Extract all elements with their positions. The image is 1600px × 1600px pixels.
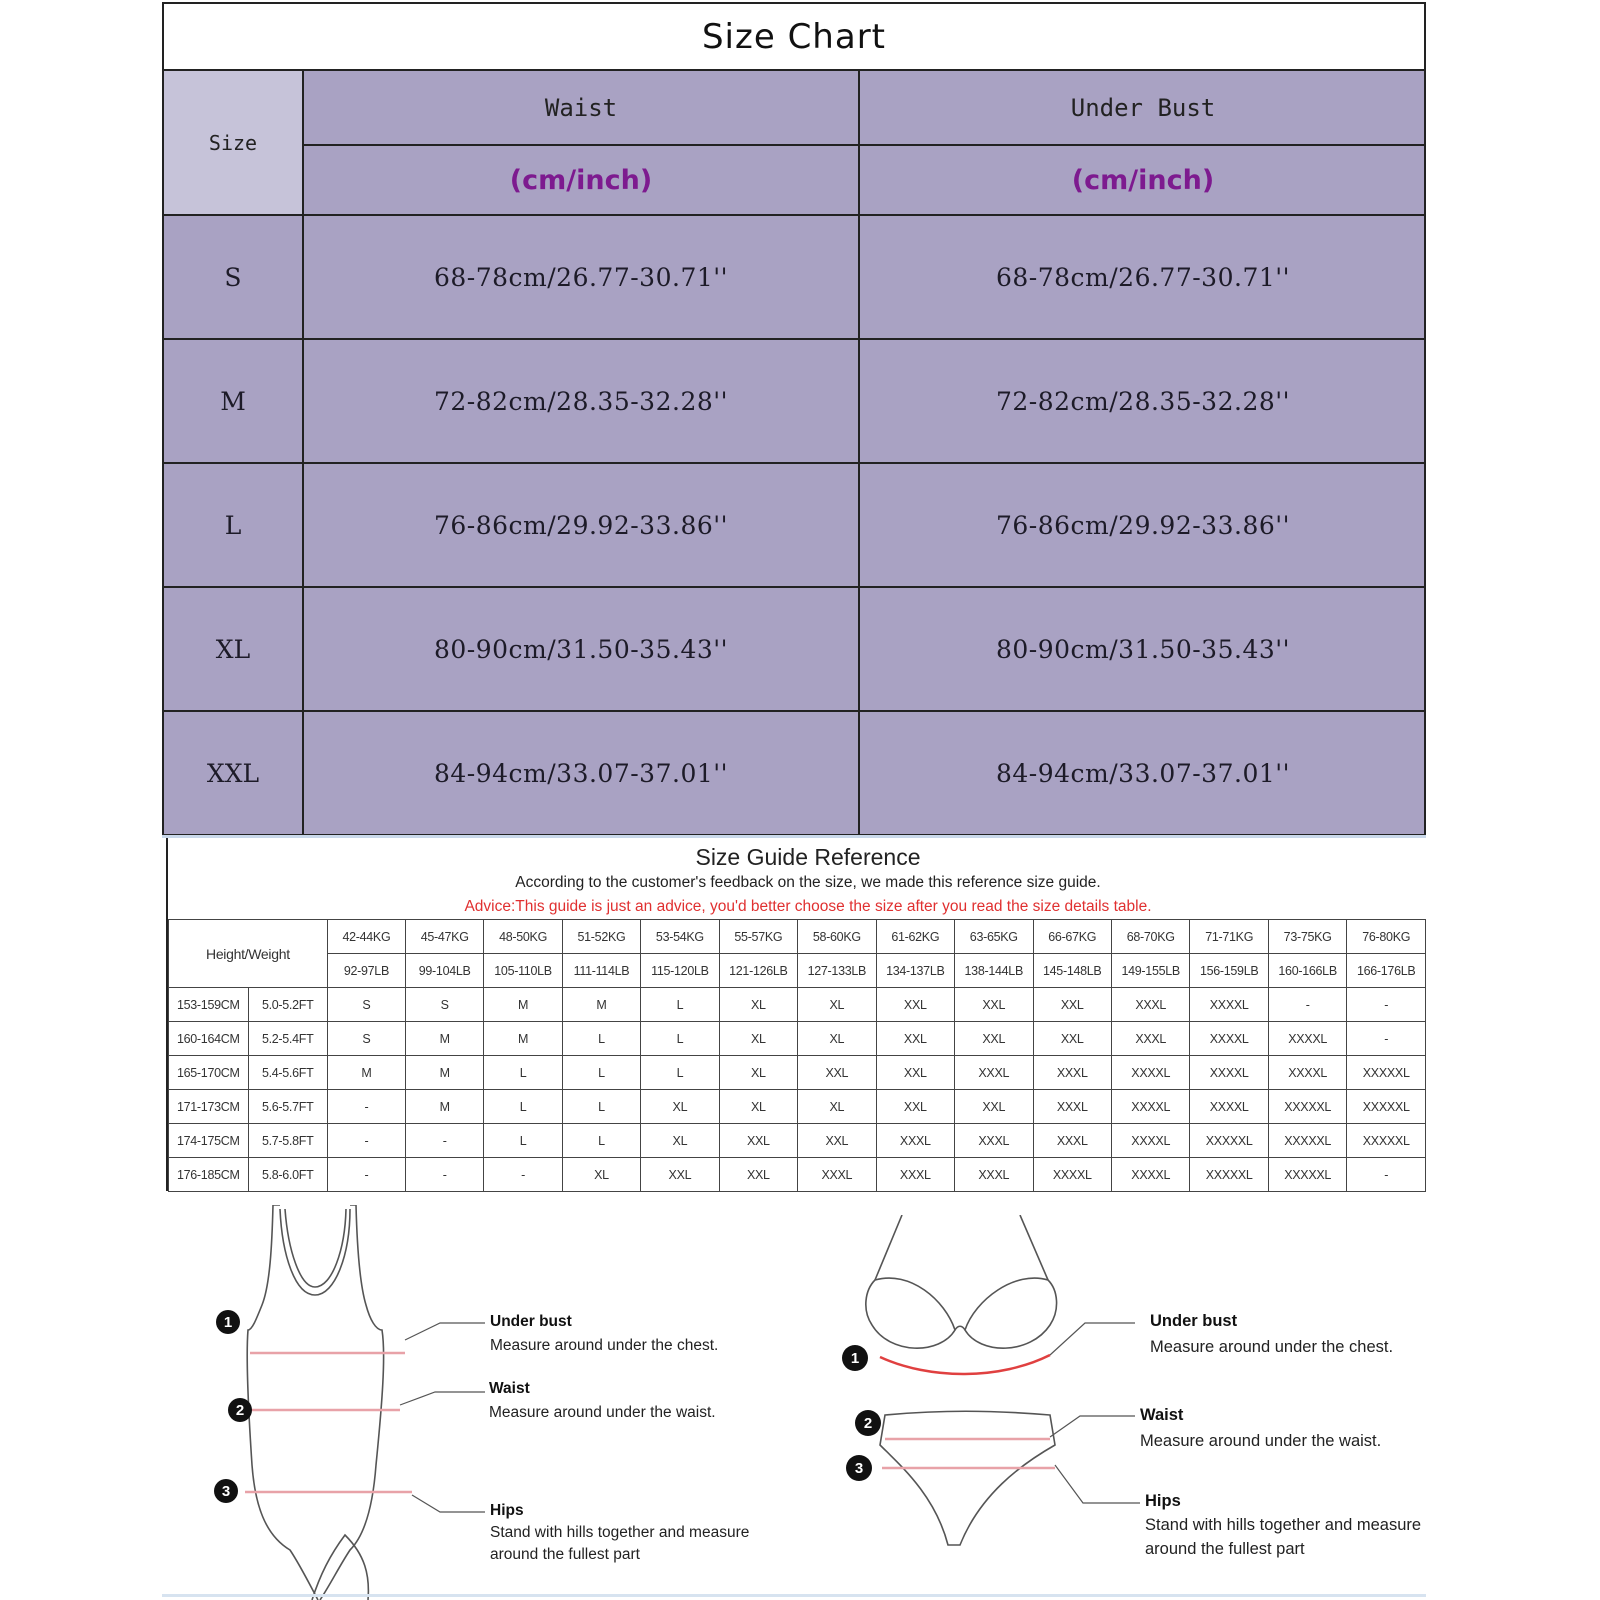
height-weight-corner: Height/Weight xyxy=(169,920,328,988)
bikini-marker-1-label: 1 xyxy=(850,1349,860,1367)
weight-lb-header: 121-126LB xyxy=(719,954,797,988)
header-under-bust xyxy=(860,71,1426,146)
size-cell: XXXXL xyxy=(1268,1056,1346,1090)
weight-kg-header: 58-60KG xyxy=(798,920,876,954)
waist-unit xyxy=(304,146,860,216)
size-cell: - xyxy=(1268,988,1346,1022)
weight-kg-header: 53-54KG xyxy=(641,920,719,954)
size-cell: XL xyxy=(719,1090,797,1124)
table-row xyxy=(169,1022,1426,1056)
height-cm-cell: 171-173CM xyxy=(169,1090,249,1124)
marker-1-icon xyxy=(216,1310,240,1334)
table-row xyxy=(169,988,1426,1022)
size-cell: - xyxy=(1347,1022,1426,1056)
size-cell: XXXXXL xyxy=(1268,1090,1346,1124)
row-waist-cell: 72-82cm/28.35-32.28'' xyxy=(304,340,860,464)
row-waist-cell: 84-94cm/33.07-37.01'' xyxy=(304,712,860,834)
bikini-marker-2-icon xyxy=(855,1410,881,1436)
height-ft-cell: 5.7-5.8FT xyxy=(248,1124,327,1158)
weight-lb-header: 145-148LB xyxy=(1033,954,1111,988)
weight-kg-header: 55-57KG xyxy=(719,920,797,954)
bikini-hips-desc-1: Stand with hills together and measure xyxy=(1145,1516,1422,1534)
size-cell: M xyxy=(484,988,562,1022)
weight-kg-header: 73-75KG xyxy=(1268,920,1346,954)
row-waist-cell: 76-86cm/29.92-33.86'' xyxy=(304,464,860,588)
row-waist-cell: 80-90cm/31.50-35.43'' xyxy=(304,588,860,712)
size-cell: XXL xyxy=(798,1124,876,1158)
weight-lb-header: 156-159LB xyxy=(1190,954,1268,988)
row-waist-cell: 68-78cm/26.77-30.71'' xyxy=(304,216,860,340)
table-row xyxy=(169,1056,1426,1090)
height-ft-cell: 5.6-5.7FT xyxy=(248,1090,327,1124)
size-cell: - xyxy=(484,1158,562,1192)
one-piece-leader-3 xyxy=(412,1495,485,1512)
size-cell: XXXL xyxy=(955,1158,1033,1192)
size-cell: XXL xyxy=(641,1158,719,1192)
one-piece-hips-label: Hips xyxy=(490,1502,524,1519)
bikini-leader-2 xyxy=(1050,1416,1135,1437)
size-cell: XL xyxy=(562,1158,640,1192)
one-piece-waist-label: Waist xyxy=(489,1380,530,1397)
size-cell: - xyxy=(406,1124,484,1158)
height-ft-cell: 5.0-5.2FT xyxy=(248,988,327,1022)
bikini-leader-1 xyxy=(1050,1323,1135,1355)
size-cell: XXXL xyxy=(876,1158,954,1192)
size-cell: - xyxy=(1347,1158,1426,1192)
height-cm-cell: 176-185CM xyxy=(169,1158,249,1192)
bikini-diagram xyxy=(850,1215,1150,1595)
size-cell: XL xyxy=(719,1022,797,1056)
row-under-bust-cell: 84-94cm/33.07-37.01'' xyxy=(995,758,1291,788)
size-cell: XXL xyxy=(1033,1022,1111,1056)
marker-2-icon xyxy=(228,1398,252,1422)
weight-lb-header: 134-137LB xyxy=(876,954,954,988)
bikini-under-bust-curve xyxy=(880,1355,1050,1374)
marker-3-label: 3 xyxy=(221,1482,231,1500)
row-size-cell: S xyxy=(164,216,304,340)
size-cell: XXXL xyxy=(955,1056,1033,1090)
size-cell: XXXXL xyxy=(1190,1056,1268,1090)
size-cell: XXXL xyxy=(1033,1056,1111,1090)
one-piece-outline xyxy=(247,1205,383,1600)
size-cell: L xyxy=(641,988,719,1022)
size-cell: XXXXL xyxy=(1268,1022,1346,1056)
row-size-cell: L xyxy=(164,464,304,588)
size-cell: XXXXXL xyxy=(1190,1124,1268,1158)
size-chart-title: Size Chart xyxy=(164,4,1424,71)
size-cell: XL xyxy=(719,1056,797,1090)
table-row xyxy=(169,1158,1426,1192)
size-cell: L xyxy=(562,1022,640,1056)
header-under-bust-label: Under Bust xyxy=(1070,93,1216,122)
height-cm-cell: 160-164CM xyxy=(169,1022,249,1056)
header-size-label: Size xyxy=(208,130,258,155)
size-cell: M xyxy=(327,1056,405,1090)
weight-lb-header: 115-120LB xyxy=(641,954,719,988)
size-cell: - xyxy=(1347,988,1426,1022)
weight-lb-header: 92-97LB xyxy=(327,954,405,988)
size-cell: XXL xyxy=(876,1056,954,1090)
bikini-under-bust-desc: Measure around under the chest. xyxy=(1150,1338,1394,1356)
size-cell: S xyxy=(406,988,484,1022)
row-under-bust-cell: 76-86cm/29.92-33.86'' xyxy=(860,464,1426,588)
size-cell: XXXL xyxy=(798,1158,876,1192)
weight-lb-header: 111-114LB xyxy=(562,954,640,988)
height-ft-cell: 5.4-5.6FT xyxy=(248,1056,327,1090)
size-cell: XXXL xyxy=(1033,1090,1111,1124)
size-cell: XXXXL xyxy=(1033,1158,1111,1192)
bikini-hips-label: Hips xyxy=(1145,1492,1181,1510)
size-cell: XXL xyxy=(1033,988,1111,1022)
size-cell: XL xyxy=(798,1022,876,1056)
weight-kg-header: 63-65KG xyxy=(955,920,1033,954)
size-cell: XXL xyxy=(876,1090,954,1124)
height-cm-cell: 174-175CM xyxy=(169,1124,249,1158)
one-piece-waist-desc: Measure around under the waist. xyxy=(489,1404,716,1421)
height-ft-cell: 5.8-6.0FT xyxy=(248,1158,327,1192)
weight-lb-header: 99-104LB xyxy=(406,954,484,988)
height-ft-cell: 5.2-5.4FT xyxy=(248,1022,327,1056)
size-cell: XXXXL xyxy=(1111,1124,1189,1158)
bikini-top-cup-left xyxy=(866,1278,955,1348)
weight-lb-header: 138-144LB xyxy=(955,954,1033,988)
weight-lb-header: 149-155LB xyxy=(1111,954,1189,988)
weight-kg-header: 68-70KG xyxy=(1111,920,1189,954)
size-cell: XXL xyxy=(719,1158,797,1192)
size-cell: XXL xyxy=(955,1090,1033,1124)
table-row xyxy=(169,1090,1426,1124)
one-piece-leader-2 xyxy=(400,1392,485,1405)
size-chart-table xyxy=(162,2,1426,836)
size-cell: XXL xyxy=(876,988,954,1022)
size-cell: L xyxy=(641,1022,719,1056)
size-cell: XXXXXL xyxy=(1347,1124,1426,1158)
size-cell: M xyxy=(484,1022,562,1056)
weight-kg-header: 42-44KG xyxy=(327,920,405,954)
bikini-top-cup-right xyxy=(965,1278,1057,1348)
size-cell: XXXXL xyxy=(1111,1158,1189,1192)
one-piece-hips-desc-2: around the fullest part xyxy=(490,1546,640,1563)
height-cm-cell: 165-170CM xyxy=(169,1056,249,1090)
size-cell: L xyxy=(484,1056,562,1090)
size-cell: - xyxy=(406,1158,484,1192)
size-guide-subtitle: According to the customer's feedback on the size, we made this reference size guide. xyxy=(515,874,1101,891)
size-cell: XXXXL xyxy=(1190,1090,1268,1124)
under-bust-unit-label: (cm/inch) xyxy=(1071,164,1215,196)
size-cell: XXXXL xyxy=(1111,1056,1189,1090)
size-cell: XXXXXL xyxy=(1268,1124,1346,1158)
height-cm-cell: 153-159CM xyxy=(169,988,249,1022)
weight-kg-header: 71-71KG xyxy=(1190,920,1268,954)
bikini-waist-desc: Measure around under the waist. xyxy=(1140,1432,1382,1450)
weight-kg-row xyxy=(169,920,1426,954)
row-under-bust-cell: 80-90cm/31.50-35.43'' xyxy=(860,588,1426,712)
size-cell: - xyxy=(327,1158,405,1192)
size-cell: XXL xyxy=(719,1124,797,1158)
size-cell: XXXXXL xyxy=(1347,1090,1426,1124)
size-cell: XXL xyxy=(955,988,1033,1022)
size-cell: XXXL xyxy=(955,1124,1033,1158)
bikini-under-bust-label: Under bust xyxy=(1150,1312,1238,1330)
weight-lb-row xyxy=(169,954,1426,988)
size-cell: M xyxy=(406,1090,484,1124)
size-cell: XXL xyxy=(955,1022,1033,1056)
row-size-cell: XL xyxy=(164,588,304,712)
one-piece-leader-1 xyxy=(405,1323,485,1340)
size-cell: L xyxy=(562,1124,640,1158)
row-under-bust-cell: 68-78cm/26.77-30.71'' xyxy=(860,216,1426,340)
weight-lb-header: 160-166LB xyxy=(1268,954,1346,988)
size-cell: XL xyxy=(798,988,876,1022)
size-cell: XXXXL xyxy=(1190,1022,1268,1056)
under-bust-unit xyxy=(860,146,1426,216)
row-size-cell: XXL xyxy=(164,712,304,834)
size-cell: S xyxy=(327,988,405,1022)
size-cell: M xyxy=(562,988,640,1022)
size-cell: L xyxy=(484,1124,562,1158)
size-cell: XXL xyxy=(798,1056,876,1090)
size-cell: - xyxy=(327,1090,405,1124)
weight-kg-header: 76-80KG xyxy=(1347,920,1426,954)
size-cell: XL xyxy=(641,1090,719,1124)
header-waist xyxy=(304,71,860,146)
bikini-marker-1-icon xyxy=(842,1345,868,1371)
one-piece-under-bust-label: Under bust xyxy=(490,1313,572,1330)
bikini-marker-3-icon xyxy=(846,1455,872,1481)
size-cell: XL xyxy=(719,988,797,1022)
bikini-marker-2-label: 2 xyxy=(863,1414,873,1432)
bikini-top-strap-right xyxy=(1020,1215,1048,1280)
size-cell: XXXL xyxy=(1111,1022,1189,1056)
size-cell: M xyxy=(406,1056,484,1090)
row-size-cell: M xyxy=(164,340,304,464)
bikini-marker-3-label: 3 xyxy=(854,1459,864,1477)
weight-kg-header: 48-50KG xyxy=(484,920,562,954)
size-cell: XL xyxy=(798,1090,876,1124)
bikini-bottom xyxy=(880,1411,1055,1545)
weight-kg-header: 45-47KG xyxy=(406,920,484,954)
size-guide-advice: Advice:This guide is just an advice, you'd better choose the size after you read the size details table. xyxy=(464,898,1152,915)
size-cell: XL xyxy=(641,1124,719,1158)
size-cell: L xyxy=(562,1090,640,1124)
size-guide-section xyxy=(166,838,1426,1191)
size-guide-title: Size Guide Reference xyxy=(695,844,921,870)
size-cell: XXXXXL xyxy=(1268,1158,1346,1192)
size-cell: XXXL xyxy=(1033,1124,1111,1158)
size-cell: XXXXL xyxy=(1190,988,1268,1022)
weight-lb-header: 105-110LB xyxy=(484,954,562,988)
size-cell: L xyxy=(484,1090,562,1124)
size-cell: L xyxy=(562,1056,640,1090)
bikini-leader-3 xyxy=(1055,1465,1140,1503)
marker-1-label: 1 xyxy=(223,1313,233,1331)
weight-kg-header: 61-62KG xyxy=(876,920,954,954)
weight-lb-header: 127-133LB xyxy=(798,954,876,988)
size-cell: - xyxy=(327,1124,405,1158)
size-cell: XXXXL xyxy=(1111,1090,1189,1124)
waist-unit-label: (cm/inch) xyxy=(509,164,653,196)
header-size xyxy=(164,71,304,216)
size-cell: XXXL xyxy=(1111,988,1189,1022)
one-piece-under-bust-desc: Measure around under the chest. xyxy=(490,1337,719,1354)
table-row xyxy=(169,1124,1426,1158)
size-cell: XXXXXL xyxy=(1190,1158,1268,1192)
marker-2-label: 2 xyxy=(235,1401,245,1419)
size-cell: XXXXXL xyxy=(1347,1056,1426,1090)
size-cell: XXXL xyxy=(876,1124,954,1158)
weight-kg-header: 51-52KG xyxy=(562,920,640,954)
weight-lb-header: 166-176LB xyxy=(1347,954,1426,988)
one-piece-hips-desc-1: Stand with hills together and measure xyxy=(490,1524,750,1541)
bikini-waist-label: Waist xyxy=(1140,1406,1184,1424)
bikini-hips-desc-2: around the fullest part xyxy=(1145,1540,1305,1558)
size-guide-table xyxy=(168,919,1426,1192)
size-cell: XXL xyxy=(876,1022,954,1056)
size-cell: M xyxy=(406,1022,484,1056)
weight-kg-header: 66-67KG xyxy=(1033,920,1111,954)
size-cell: L xyxy=(641,1056,719,1090)
bikini-top-strap-left xyxy=(875,1215,902,1280)
size-cell: S xyxy=(327,1022,405,1056)
header-waist-label: Waist xyxy=(544,93,618,122)
bottom-divider xyxy=(162,1594,1426,1597)
row-under-bust-cell: 72-82cm/28.35-32.28'' xyxy=(860,340,1426,464)
marker-3-icon xyxy=(214,1479,238,1503)
